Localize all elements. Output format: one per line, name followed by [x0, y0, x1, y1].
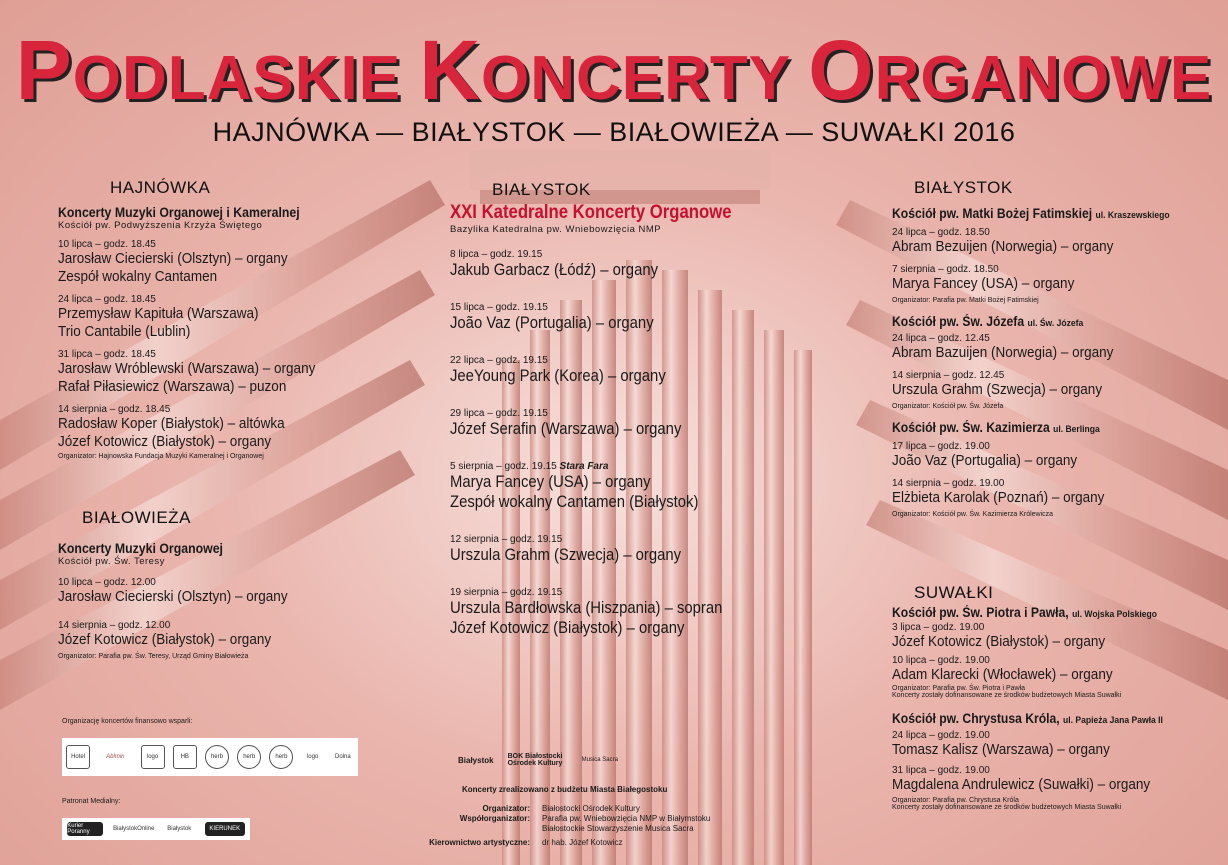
church-name: Kościół pw. Chrystusa Króla, ul. Papieża Jana Pawła II	[892, 711, 1163, 726]
page-subtitle: HAJNÓWKA — BIAŁYSTOK — BIAŁOWIEŻA — SUWAŁKI 2016	[212, 117, 1016, 147]
sponsor-logo: logo	[306, 754, 319, 760]
event-date: 19 sierpnia – godz. 19.15	[450, 587, 563, 598]
credit-row	[420, 838, 750, 848]
event-date: 7 sierpnia – godz. 18.50	[892, 264, 999, 275]
event-date: 3 lipca – godz. 19.00	[892, 622, 985, 633]
performer: João Vaz (Portugalia) – organy	[892, 452, 1078, 469]
bialowieza-section	[58, 508, 388, 660]
patron-logo: Białystok	[167, 826, 192, 832]
credit-label: Współorganizator:	[459, 814, 530, 823]
organizer-note: Organizator: Parafia pw. Św. Piotra i Pawła	[892, 685, 1026, 692]
church-name: Kościół pw. Św. Kazimierza ul. Berlinga	[892, 420, 1100, 435]
event-date: 24 lipca – godz. 19.00	[892, 730, 990, 741]
funding-note: Koncerty zostały dofinansowane ze środków budżetowych Miasta Suwałki	[892, 692, 1122, 699]
credit-value: dr hab. Józef Kotowicz	[542, 838, 623, 847]
event-date: 24 lipca – godz. 18.50	[892, 227, 990, 238]
organizer-note: Organizator: Parafia pw. Św. Teresy, Urząd Gminy Białowieża	[58, 653, 249, 660]
performer: Rafał Piłasiewicz (Warszawa) – puzon	[58, 378, 287, 395]
city-heading: BIAŁYSTOK	[492, 180, 591, 199]
patron-logo: BiałystokOnline	[113, 826, 155, 832]
event-date: 10 lipca – godz. 18.45	[58, 239, 156, 250]
performer: João Vaz (Portugalia) – organy	[450, 314, 654, 332]
funding-note: Koncerty zostały dofinansowane ze środków budżetowych Miasta Suwałki	[892, 804, 1122, 811]
performer: Urszula Grahm (Szwecja) – organy	[892, 381, 1103, 398]
credit-label: Kierownictwo artystyczne:	[429, 838, 530, 847]
bok-logo: BOK Białostocki Ośrodek Kultury	[507, 753, 563, 767]
city-heading: HAJNÓWKA	[110, 178, 211, 197]
suwalki-section	[892, 583, 1212, 811]
performer: Abram Bezuijen (Norwegia) – organy	[892, 238, 1114, 255]
event-date: 17 lipca – godz. 19.00	[892, 441, 990, 452]
event-date: 22 lipca – godz. 19.15	[450, 355, 548, 366]
church-name: Kościół pw. Św. Piotra i Pawła, ul. Wojska Polskiego	[892, 605, 1157, 620]
city-heading: BIAŁOWIEŻA	[82, 508, 191, 527]
event-date: 24 lipca – godz. 18.45	[58, 294, 156, 305]
organizer-note: Organizator: Hajnowska Fundacja Muzyki Kameralnej i Organowej	[58, 453, 264, 460]
sponsor-logos	[62, 738, 358, 776]
performer: Zespół wokalny Cantamen	[58, 268, 218, 285]
performer: Jarosław Ciecierski (Olsztyn) – organy	[58, 588, 288, 605]
performer: Józef Kotowicz (Białystok) – organy	[892, 633, 1106, 650]
sponsor-logo: herb	[205, 745, 229, 769]
event-date: 24 lipca – godz. 12.45	[892, 333, 990, 344]
venue: Bazylika Katedralna pw. Wniebowzięcia NMP	[450, 224, 662, 235]
performer: Józef Serafin (Warszawa) – organy	[450, 420, 682, 438]
performer: Urszula Bardłowska (Hiszpania) – sopran	[450, 599, 723, 617]
sponsor-logo: logo	[141, 745, 165, 769]
venue: Kościół pw. Św. Teresy	[58, 556, 165, 567]
event-date: 12 sierpnia – godz. 19.15	[450, 534, 563, 545]
performer: Elżbieta Karolak (Poznań) – organy	[892, 489, 1105, 506]
performer: Marya Fancey (USA) – organy	[450, 473, 651, 491]
patron-logos	[62, 818, 250, 840]
performer: Przemysław Kapituła (Warszawa)	[58, 305, 259, 322]
performer: Józef Kotowicz (Białystok) – organy	[58, 631, 272, 648]
event-date: 31 lipca – godz. 18.45	[58, 349, 156, 360]
organizer-note: Organizator: Parafia pw. Chrystusa Króla	[892, 797, 1019, 804]
performer: Jakub Garbacz (Łódź) – organy	[450, 261, 659, 279]
city-heading: SUWAŁKI	[914, 583, 994, 602]
page-title: PODLASKIE KONCERTY ORGANOWE	[15, 23, 1213, 117]
budget-note: Koncerty zrealizowano z budżetu Miasta Białegostoku	[462, 785, 668, 794]
credit-value: Białostockie Stowarzyszenie Musica Sacra	[542, 824, 694, 833]
performer: Trio Cantabile (Lublin)	[58, 323, 191, 340]
series-title: Koncerty Muzyki Organowej	[58, 540, 223, 556]
church-name: Kościół pw. Matki Bożej Fatimskiej ul. Kraszewskiego	[892, 206, 1170, 221]
performer: Jarosław Wróblewski (Warszawa) – organy	[58, 360, 316, 377]
series-title: XXI Katedralne Koncerty Organowe	[450, 202, 732, 223]
event-date: 14 sierpnia – godz. 12.45	[892, 370, 1005, 381]
event-date: 10 lipca – godz. 12.00	[58, 577, 156, 588]
sponsor-logo: Ablmin	[106, 754, 125, 760]
credits	[420, 804, 750, 848]
performer: Tomasz Kalisz (Warszawa) – organy	[892, 741, 1110, 758]
organizer-note: Organizator: Kościół pw. Św. Józefa	[892, 403, 1004, 410]
performer: Józef Kotowicz (Białystok) – organy	[58, 433, 272, 450]
patron-logo: KIERUNEK	[205, 822, 245, 836]
sponsor-logo: HB	[173, 745, 197, 769]
sponsor-logo: Dolna	[335, 754, 351, 760]
performer: Jarosław Ciecierski (Olsztyn) – organy	[58, 250, 288, 267]
church-name: Kościół pw. Św. Józefa ul. Św. Józefa	[892, 314, 1084, 329]
event-date: 29 lipca – godz. 19.15	[450, 408, 548, 419]
event-date: 15 lipca – godz. 19.15	[450, 302, 548, 313]
organizer-note: Organizator: Parafia pw. Matki Bożej Fatimskiej	[892, 297, 1039, 304]
organizer-logos	[458, 745, 638, 775]
organizer-note: Organizator: Kościół pw. Św. Kazimierza Królewicza	[892, 511, 1054, 518]
event-date: 31 lipca – godz. 19.00	[892, 765, 990, 776]
bialystok-logo: Białystok	[458, 755, 494, 765]
event-date: 5 sierpnia – godz. 19.15 Stara Fara	[450, 461, 609, 472]
venue: Kościół pw. Podwyższenia Krzyża Świętego	[58, 220, 263, 231]
event-date: 14 sierpnia – godz. 12.00	[58, 620, 171, 631]
performer: JeeYoung Park (Korea) – organy	[450, 367, 666, 385]
event-date: 14 sierpnia – godz. 18.45	[58, 404, 171, 415]
sponsors-label: Organizację koncertów finansowo wsparli:	[62, 718, 193, 725]
bialystok-cathedral-section	[450, 180, 780, 638]
series-title: Koncerty Muzyki Organowej i Kameralnej	[58, 204, 300, 220]
musica-sacra-logo: Musica Sacra	[581, 757, 618, 763]
performer: Magdalena Andrulewicz (Suwałki) – organy	[892, 776, 1151, 793]
sponsor-logo: herb	[269, 745, 293, 769]
credit-row	[420, 814, 750, 834]
performer: Józef Kotowicz (Białystok) – organy	[450, 619, 685, 637]
performer: Abram Bazuijen (Norwegia) – organy	[892, 344, 1114, 361]
bialystok-churches-section	[892, 178, 1212, 518]
performer: Marya Fancey (USA) – organy	[892, 275, 1075, 292]
performer: Adam Klarecki (Włocławek) – organy	[892, 666, 1113, 683]
event-date: 8 lipca – godz. 19.15	[450, 249, 543, 260]
sponsor-logo: herb	[237, 745, 261, 769]
event-date: 10 lipca – godz. 19.00	[892, 655, 990, 666]
credit-label: Organizator:	[482, 804, 530, 813]
credit-value: Parafia pw. Wniebowzięcia NMP w Białymstoku	[542, 814, 711, 823]
performer: Radosław Koper (Białystok) – altówka	[58, 415, 285, 432]
hajnowka-section	[58, 178, 388, 460]
performer: Urszula Grahm (Szwecja) – organy	[450, 546, 682, 564]
credit-value: Białostocki Ośrodek Kultury	[542, 804, 640, 813]
patrons-label: Patronat Medialny:	[62, 798, 121, 805]
performer: Zespół wokalny Cantamen (Białystok)	[450, 493, 699, 511]
city-heading: BIAŁYSTOK	[914, 178, 1013, 197]
sponsor-logo: Hotel	[66, 745, 90, 769]
credit-row	[420, 804, 750, 814]
event-date: 14 sierpnia – godz. 19.00	[892, 478, 1005, 489]
patron-logo: Kurier Poranny	[67, 822, 103, 836]
